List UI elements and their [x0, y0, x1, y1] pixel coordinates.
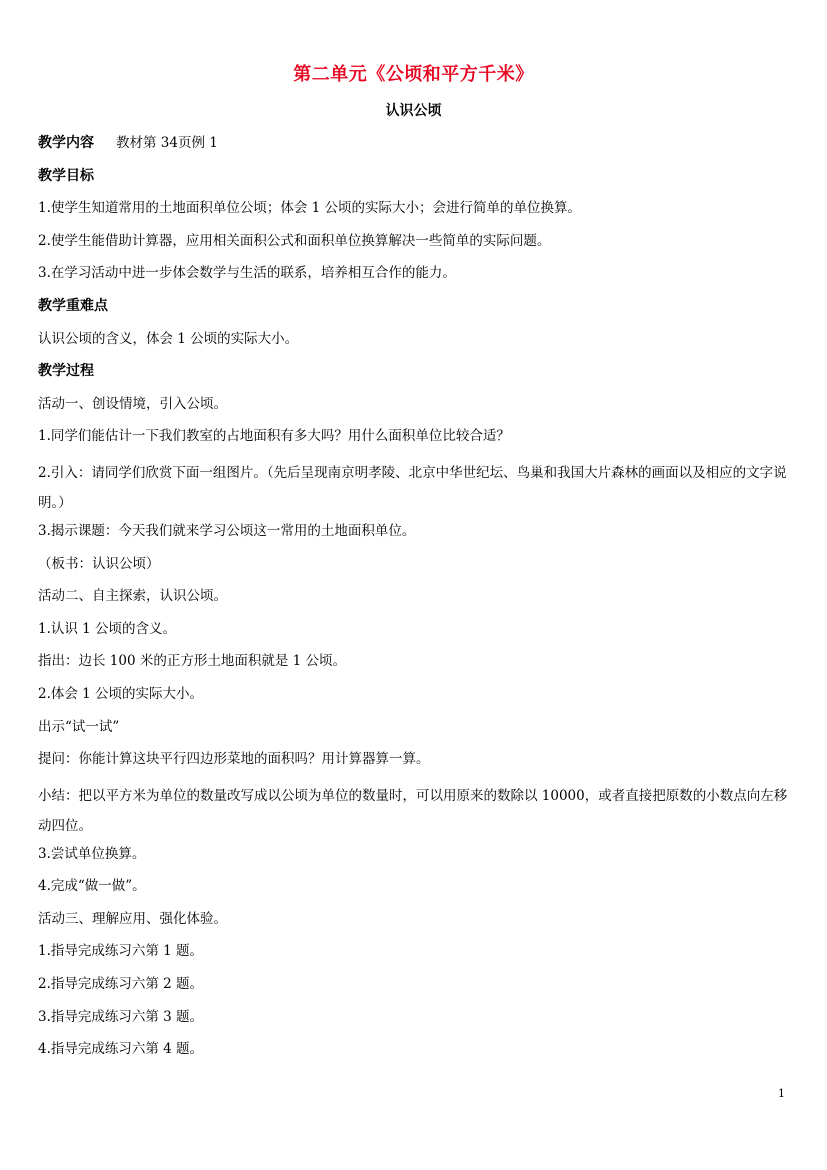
- document-body: [38, 132, 790, 1071]
- process-item: 3.指导完成练习六第 3 题。: [38, 1008, 204, 1025]
- page-number: 1: [778, 1087, 785, 1100]
- process-item: （板书：认识公顷）: [38, 555, 160, 572]
- goal-item: 3.在学习活动中进一步体会数学与生活的联系，培养相互合作的能力。: [38, 265, 456, 282]
- process-item: 3.揭示课题：今天我们就来学习公顷这一常用的土地面积单位。: [38, 522, 416, 539]
- goal-item: 2.使学生能借助计算器，应用相关面积公式和面积单位换算解决一些简单的实际问题。: [38, 232, 551, 249]
- process-item: 出示“试一试”: [38, 718, 120, 735]
- process-item: 4.指导完成练习六第 4 题。: [38, 1041, 204, 1058]
- process-item: 2.体会 1 公顷的实际大小。: [38, 685, 204, 702]
- goals-heading: 教学目标: [38, 167, 94, 184]
- process-item: 4.完成“做一做”。: [38, 878, 146, 895]
- key-points-text: 认识公顷的含义，体会 1 公顷的实际大小。: [38, 330, 299, 347]
- process-item: 1.指导完成练习六第 1 题。: [38, 943, 204, 960]
- process-item: 1.认识 1 公顷的含义。: [38, 620, 177, 637]
- process-item: 指出：边长 100 米的正方形土地面积就是 1 公顷。: [38, 653, 347, 670]
- content-line: [38, 132, 790, 165]
- content-text: 教材第 34页例 1: [116, 135, 218, 151]
- process-item: 3.尝试单位换算。: [38, 845, 146, 862]
- process-item: 小结：把以平方米为单位的数量改写成以公顷为单位的数量时，可以用原来的数除以 10000，或者直接把原数的小数点向左移动四位。: [38, 787, 788, 834]
- process-item: 1.同学们能估计一下我们教室的占地面积有多大吗？用什么面积单位比较合适？: [38, 428, 510, 445]
- process-item: 活动三、理解应用、强化体验。: [38, 910, 227, 927]
- goal-item: 1.使学生知道常用的土地面积单位公顷；体会 1 公顷的实际大小；会进行简单的单位换算。: [38, 200, 582, 217]
- process-heading: 教学过程: [38, 363, 94, 380]
- process-item: 2.指导完成练习六第 2 题。: [38, 976, 204, 993]
- content-label: 教学内容: [38, 135, 94, 151]
- key-points-heading: 教学重难点: [38, 297, 108, 314]
- document-title: 第二单元《公顷和平方千米》: [293, 64, 534, 85]
- process-item: 活动一、创设情境，引入公顷。: [38, 395, 227, 412]
- process-item: 2.引入：请同学们欣赏下面一组图片。（先后呈现南京明孝陵、北京中华世纪坛、鸟巢和我国大片森林的画面以及相应的文字说明。）: [38, 464, 787, 511]
- lesson-subtitle: 认识公顷: [385, 103, 442, 119]
- process-item: 活动二、自主探索，认识公顷。: [38, 588, 227, 605]
- process-item: 提问：你能计算这块平行四边形菜地的面积吗？用计算器算一算。: [38, 751, 430, 768]
